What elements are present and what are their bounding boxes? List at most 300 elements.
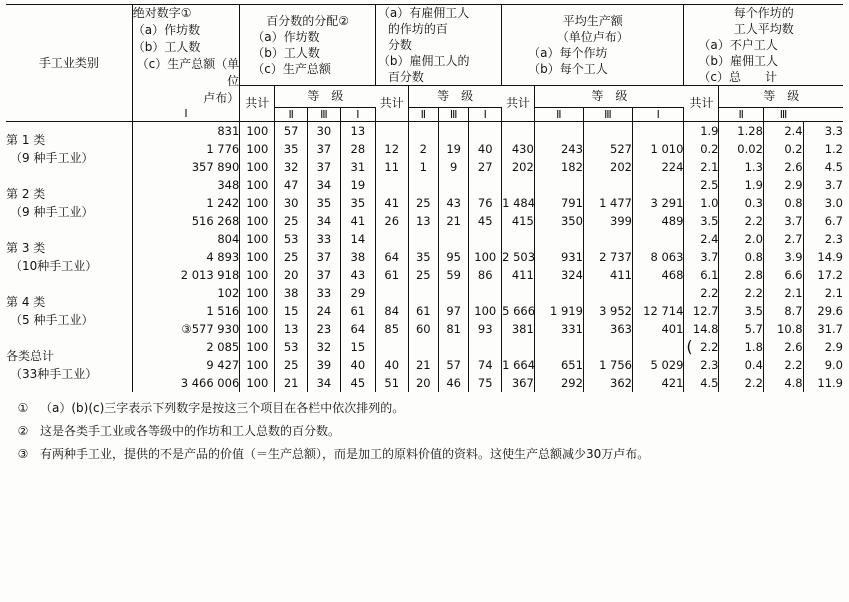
footnote-2-text: 这是各类手工业或各等级中的作坊和工人总数的百分数。 [40,423,341,438]
cell-hired-g1: 25 [408,194,438,212]
table-body [6,121,843,392]
statistics-table [6,4,843,392]
table-row [6,194,843,212]
header-g2-III: Ⅲ [438,107,468,121]
cell-avgw-total: 6.1 [684,266,719,284]
row-category-line: （10种手工业） [10,258,98,273]
cell-avgw-total: 2.5 [684,176,719,194]
cell-avgw-g1: 1.28 [719,121,763,140]
cell-hired-g1: 20 [408,374,438,392]
cell-hired-g1 [408,230,438,248]
cell-avgw-g1: 2.2 [719,284,763,302]
cell-hired-total: 26 [375,212,408,230]
cell-avgw-g2: 3.7 [763,212,803,230]
cell-percent-g3: 38 [340,248,375,266]
cell-avgout-total: 1 664 [502,357,536,372]
cell-percent-g1: 57 [275,121,308,140]
cell-avgout-g2: 527 [583,140,632,158]
cell-hired-g3 [469,230,502,248]
cell-hired-g3 [469,284,502,302]
header-avgw-l1: 每个作坊的 [733,6,794,20]
cell-hired-total: 61 [375,266,408,284]
cell-avgw-total: 4.5 [684,374,719,392]
cell-percent-g3: 31 [340,158,375,176]
header-absolute [132,5,240,108]
cell-avgout-g3: 401 [633,320,684,338]
cell-hired-g3: 100 [469,302,502,320]
cell-percent-g1: 47 [275,176,308,194]
cell-avgw-g2: 8.7 [763,302,803,320]
cell-avgout-g2: 363 [583,320,632,338]
cell-absolute: 9 427 [132,356,240,374]
cell-avgw-total: 2.3 [684,356,719,374]
cell-avgout-g1: 931 [534,248,583,266]
header-avgw-l4: （b）雇佣工人 [698,54,779,68]
header-percent-l2: （a）作坊数 [252,30,320,44]
cell-absolute: ③577 930 [132,320,240,338]
cell-percent-total: 100 [240,302,275,320]
cell-percent-g3: 61 [340,302,375,320]
cell-percent-g2: 24 [308,302,341,320]
cell-avgout-total [502,121,535,140]
footnote-2-mark: ② [17,423,29,438]
cell-percent-g2: 37 [308,158,341,176]
cell-avgout-g2: 411 [583,266,632,284]
cell-avgout-g1: 182 [534,158,583,176]
row-category-line: 第 4 类 [6,294,46,309]
cell-hired-g2: 19 [438,140,468,158]
cell-hired-g3: 40 [469,140,502,158]
cell-avgw-g2: 6.6 [763,266,803,284]
cell-avgout-total [502,176,535,194]
cell-avgout-g1: 1 919 [534,302,583,320]
cell-avgout-g2: 362 [583,374,632,392]
cell-avgout-g3: 3 291 [633,194,684,212]
cell-percent-g3: 15 [340,338,375,356]
cell-avgw-g3: 11.9 [817,375,843,390]
cell-percent-total: 100 [240,338,275,356]
cell-avgw-g2: 2.6 [763,158,803,176]
cell-hired-g3: 45 [469,212,502,230]
cell-hired-g2: 46 [438,374,468,392]
cell-avgw-g2: 0.2 [763,140,803,158]
header-total-label-1: 共计 [245,96,270,111]
cell-percent-g2: 33 [308,284,341,302]
cell-hired-g3: 75 [469,374,502,392]
cell-avgout-g1 [534,284,583,302]
row-category-line: 第 2 类 [6,186,46,201]
cell-hired-g2 [438,230,468,248]
cell-percent-g3: 19 [340,176,375,194]
cell-avgw-g3: 14.9 [817,249,843,264]
cell-avgout-total: 202 [502,158,535,176]
header-total-label-4: 共计 [689,96,714,111]
table-row [6,320,843,338]
cell-percent-g1: 21 [275,374,308,392]
row-category-line: 第 1 类 [6,132,46,147]
header-percent-dist [240,5,376,86]
cell-avgw-g1: 1.9 [719,176,763,194]
cell-avgout-g2 [583,176,632,194]
cell-avgout-total: 411 [502,266,535,284]
row-category-line: （5 种手工业） [10,312,94,327]
cell-avgout-g3: 468 [633,266,684,284]
cell-avgout-g1 [534,176,583,194]
cell-hired-g1: 61 [408,302,438,320]
cell-percent-g2: 34 [308,176,341,194]
cell-avgout-g3: 12 714 [633,302,684,320]
cell-avgout-g2 [583,338,632,356]
header-grade-4: 等 级 [719,86,843,108]
cell-percent-g2: 33 [308,230,341,248]
cell-avgout-g1: 651 [534,356,583,374]
row-category [6,121,132,176]
header-percent-l3: （b）工人数 [252,46,320,60]
cell-percent-g3: 14 [340,230,375,248]
cell-percent-g2: 37 [308,266,341,284]
cell-hired-total: 11 [375,158,408,176]
cell-avgw-g3: 1.2 [824,141,843,156]
cell-avgw-g1: 3.5 [719,302,763,320]
cell-avgw-g1: 0.4 [719,356,763,374]
footnote-1 [6,398,843,418]
table-row [6,176,843,194]
cell-hired-g2 [438,338,468,356]
cell-percent-g3: 64 [340,320,375,338]
cell-avgw-total: 2.1 [684,158,719,176]
header-absolute-l5: 卢布） [203,91,240,105]
cell-percent-total: 100 [240,176,275,194]
cell-percent-g3: 13 [340,121,375,140]
header-absolute-l2: （a）作坊数 [132,23,201,37]
header-g4-III: Ⅲ [763,107,803,121]
cell-percent-total: 100 [240,248,275,266]
cell-percent-g3: 43 [340,266,375,284]
cell-hired-g3: 86 [469,266,502,284]
cell-hired-total: 84 [375,302,408,320]
header-g1-III: Ⅲ [308,107,341,121]
cell-avgw-g2: 2.6 [763,338,803,356]
header-g1-II: Ⅱ [275,107,308,121]
cell-percent-total: 100 [240,194,275,212]
cell-percent-g2: 37 [308,248,341,266]
cell-avgout-g2: 1 756 [583,356,632,374]
cell-avgout-total: 367 [502,374,535,392]
row-category-line: 各类总计 [6,348,55,363]
header-total-4 [684,86,719,122]
cell-absolute: 1 242 [132,194,240,212]
cell-hired-g3 [469,338,502,356]
row-category [6,284,132,338]
cell-hired-g1: 25 [408,266,438,284]
table-row [6,212,843,230]
header-avgout-l1: 平均生产额 [562,14,623,28]
header-g3-III: Ⅲ [583,107,632,121]
cell-avgw-total: 14.8 [684,320,719,338]
cell-hired-g1 [408,121,438,140]
row-category-line: （9 种手工业） [10,150,94,165]
cell-avgout-total: 415 [502,212,535,230]
cell-percent-g3: 41 [340,212,375,230]
row-category [6,230,132,284]
cell-avgout-g3 [633,284,684,302]
cell-percent-g2: 23 [308,320,341,338]
cell-avgw-g1: 5.7 [719,320,763,338]
cell-hired-total: 64 [375,248,408,266]
cell-hired-g2 [438,176,468,194]
cell-hired-total: 51 [375,374,408,392]
cell-hired-g2: 9 [438,158,468,176]
cell-absolute: 804 [132,230,240,248]
cell-percent-g1: 35 [275,140,308,158]
cell-avgw-g2: 2.2 [763,356,803,374]
cell-avgw-g1: 2.0 [719,230,763,248]
cell-absolute: 348 [132,176,240,194]
cell-avgw-total: 2.4 [684,230,719,248]
header-g2-II: Ⅱ [408,107,438,121]
cell-percent-g1: 53 [275,338,308,356]
row-category-line: （33种手工业） [10,366,98,381]
cell-avgout-g3 [633,338,684,356]
header-total-2 [375,86,408,122]
cell-hired-g1 [408,284,438,302]
header-grade-2: 等 级 [408,86,502,108]
cell-percent-g1: 25 [275,356,308,374]
cell-absolute: 516 268 [132,212,240,230]
cell-hired-total: 41 [375,194,408,212]
cell-hired-total: 85 [375,320,408,338]
cell-percent-g3: 28 [340,140,375,158]
header-hired-l5: 百分数 [387,70,424,84]
cell-hired-total: 40 [375,356,408,374]
cell-absolute: 357 890 [132,158,240,176]
row-category-line: 第 3 类 [6,240,46,255]
row-category [6,338,132,392]
cell-hired-g1: 60 [408,320,438,338]
header-hired [375,5,501,86]
cell-absolute: 102 [132,284,240,302]
footnote-3 [6,444,843,464]
cell-avgw-g3: 2.1 [824,285,843,300]
cell-hired-g1 [408,338,438,356]
cell-percent-g2: 35 [308,194,341,212]
cell-avgw-g3: 6.7 [824,213,843,228]
cell-hired-total: 12 [375,140,408,158]
cell-absolute: 4 893 [132,248,240,266]
cell-percent-g1: 20 [275,266,308,284]
cell-hired-g3: 74 [469,356,502,374]
header-percent-l4: （c）生产总额 [252,62,331,76]
cell-percent-total: 100 [240,140,275,158]
cell-percent-g1: 25 [275,248,308,266]
cell-percent-total: 100 [240,374,275,392]
cell-avgout-g2: 202 [583,158,632,176]
cell-avgw-g1: 0.02 [719,140,763,158]
header-category: 手工业类别 [6,5,132,122]
cell-avgout-total [502,284,535,302]
header-row-1 [6,5,843,86]
footnote-3-mark: ③ [17,446,29,461]
cell-avgw-g3: 4.5 [824,159,843,174]
cell-avgw-g3: 3.0 [824,195,843,210]
cell-hired-g1: 1 [408,158,438,176]
cell-avgw-total: 3.5 [684,212,719,230]
table-row [6,356,843,374]
cell-avgw-total: 3.7 [684,248,719,266]
brace-glyph: ( [686,336,693,356]
cell-avgout-g1: 331 [534,320,583,338]
cell-percent-g2: 37 [308,140,341,158]
cell-avgw-g2: 2.9 [763,176,803,194]
cell-percent-g3: 35 [340,194,375,212]
cell-avgw-total: 2.2 [684,284,719,302]
cell-absolute: 1 776 [132,140,240,158]
header-avgw-l3: （a）不户工人 [698,38,778,52]
cell-avgw-total: 1.0 [684,194,719,212]
cell-percent-g1: 38 [275,284,308,302]
cell-avgout-total: 2 503 [502,249,536,264]
cell-avgout-total: 5 666 [502,303,536,318]
header-percent-l1: 百分数的分配② [266,14,349,28]
cell-percent-g3: 45 [340,374,375,392]
cell-hired-g1: 2 [408,140,438,158]
cell-avgout-total: 381 [502,320,535,338]
table-row [6,266,843,284]
table-row [6,230,843,248]
cell-hired-g2: 21 [438,212,468,230]
cell-percent-g2: 34 [308,374,341,392]
cell-avgw-total: 1.9 [684,121,719,140]
cell-hired-g2 [438,284,468,302]
table-row [6,302,843,320]
cell-avgw-g3: 29.6 [817,303,843,318]
header-absolute-l3: （b）工人数 [132,40,201,54]
footnote-1-mark: ① [17,400,29,415]
cell-percent-total: 100 [240,158,275,176]
cell-percent-total: 100 [240,266,275,284]
cell-avgw-g2: 2.4 [763,121,803,140]
cell-percent-g2: 30 [308,121,341,140]
header-total-1 [240,86,275,122]
header-grade-3: 等 级 [534,86,684,108]
cell-hired-total [375,176,408,194]
footnote-3-text: 有两种手工业，提供的不是产品的价值（＝生产总额），而是加工的原料价值的资料。这使生产总额减少30万卢布。 [40,446,650,461]
footnote-2 [6,421,843,441]
cell-percent-g1: 15 [275,302,308,320]
footnote-1-text: （a）(b)(c)三字表示下列数字是按这三个项目在各栏中依次排列的。 [40,400,405,415]
cell-avgout-g3: 489 [633,212,684,230]
cell-avgw-g3: 2.3 [824,231,843,246]
cell-avgout-g3: 5 029 [633,356,684,374]
cell-percent-g2: 39 [308,356,341,374]
header-g1-I: Ⅰ [132,107,240,121]
cell-hired-g2: 57 [438,356,468,374]
table-row [6,158,843,176]
header-hired-l1: （a）有雇佣工人 [377,6,470,20]
table-row [6,140,843,158]
table-row [6,121,843,140]
cell-avgw-g3: 2.9 [824,339,843,354]
cell-avgout-g3 [633,176,684,194]
cell-percent-g1: 53 [275,230,308,248]
header-g3-II: Ⅱ [534,107,583,121]
table-row [6,338,843,356]
row-category [6,176,132,230]
header-hired-l2: 的作坊的百 [387,22,448,36]
cell-avgw-g3: 17.2 [817,267,843,282]
cell-hired-g3: 76 [469,194,502,212]
cell-avgout-g2: 399 [583,212,632,230]
cell-avgw-g1: 1.8 [719,338,763,356]
cell-avgw-g3: 31.7 [817,321,843,336]
header-avgw-l2: 工人平均数 [733,22,794,36]
footnotes [6,398,843,464]
header-hired-l4: （b）雇佣工人的 [377,54,470,68]
cell-avgout-g1 [534,338,583,356]
header-avg-workers [684,5,843,86]
cell-percent-g3: 29 [340,284,375,302]
header-avgw-l5: （c）总 计 [698,70,778,84]
cell-percent-g2: 34 [308,212,341,230]
cell-absolute: 2 013 918 [132,266,240,284]
cell-avgw-g2: 2.1 [763,284,803,302]
cell-hired-total [375,284,408,302]
cell-avgout-g2: 1 477 [583,194,632,212]
cell-avgout-g1: 292 [534,374,583,392]
cell-percent-g2: 32 [308,338,341,356]
cell-avgout-g1 [534,230,583,248]
cell-avgw-g3: 3.3 [803,121,843,140]
cell-percent-g1: 13 [275,320,308,338]
cell-percent-total: 100 [240,212,275,230]
header-absolute-l4: （c）生产总额（单位 [136,57,240,88]
cell-hired-total [375,230,408,248]
cell-hired-g3 [469,121,502,140]
cell-percent-g3: 40 [340,356,375,374]
cell-avgout-g3 [633,230,684,248]
cell-avgout-g1: 243 [534,140,583,158]
cell-avgw-g2: 4.8 [763,374,803,392]
cell-avgw-g1: 2.8 [719,266,763,284]
header-g4-I: Ⅰ [633,107,684,121]
cell-avgout-g2 [583,121,632,140]
cell-avgout-g2 [583,230,632,248]
cell-absolute: 3 466 006 [132,374,240,392]
cell-avgout-total: 1 484 [502,195,536,210]
cell-hired-g3: 27 [469,158,502,176]
cell-avgw-g1: 2.2 [719,374,763,392]
cell-hired-g1: 35 [408,248,438,266]
cell-avgw-g1: 0.8 [719,248,763,266]
cell-hired-g1 [408,176,438,194]
cell-percent-g1: 30 [275,194,308,212]
cell-absolute: 831 [132,121,240,140]
cell-avgout-total [502,230,535,248]
cell-avgout-total: 430 [502,140,535,158]
header-avgout-l2: （单位卢布） [556,30,629,44]
cell-avgw-g3: 9.0 [824,357,843,372]
header-avgout-l4: （b）每个工人 [528,62,608,76]
cell-percent-total: 100 [240,356,275,374]
header-g4-II: Ⅱ [719,107,763,121]
header-hired-l3: 分数 [387,38,412,52]
cell-hired-total [375,121,408,140]
header-avgout-l3: （a）每个作坊 [528,46,608,60]
header-g3-I: Ⅰ [469,107,502,121]
cell-avgw-g1: 2.2 [719,212,763,230]
cell-avgout-g2: 3 952 [583,302,632,320]
cell-avgw-total: 2.2 ( [684,338,719,356]
